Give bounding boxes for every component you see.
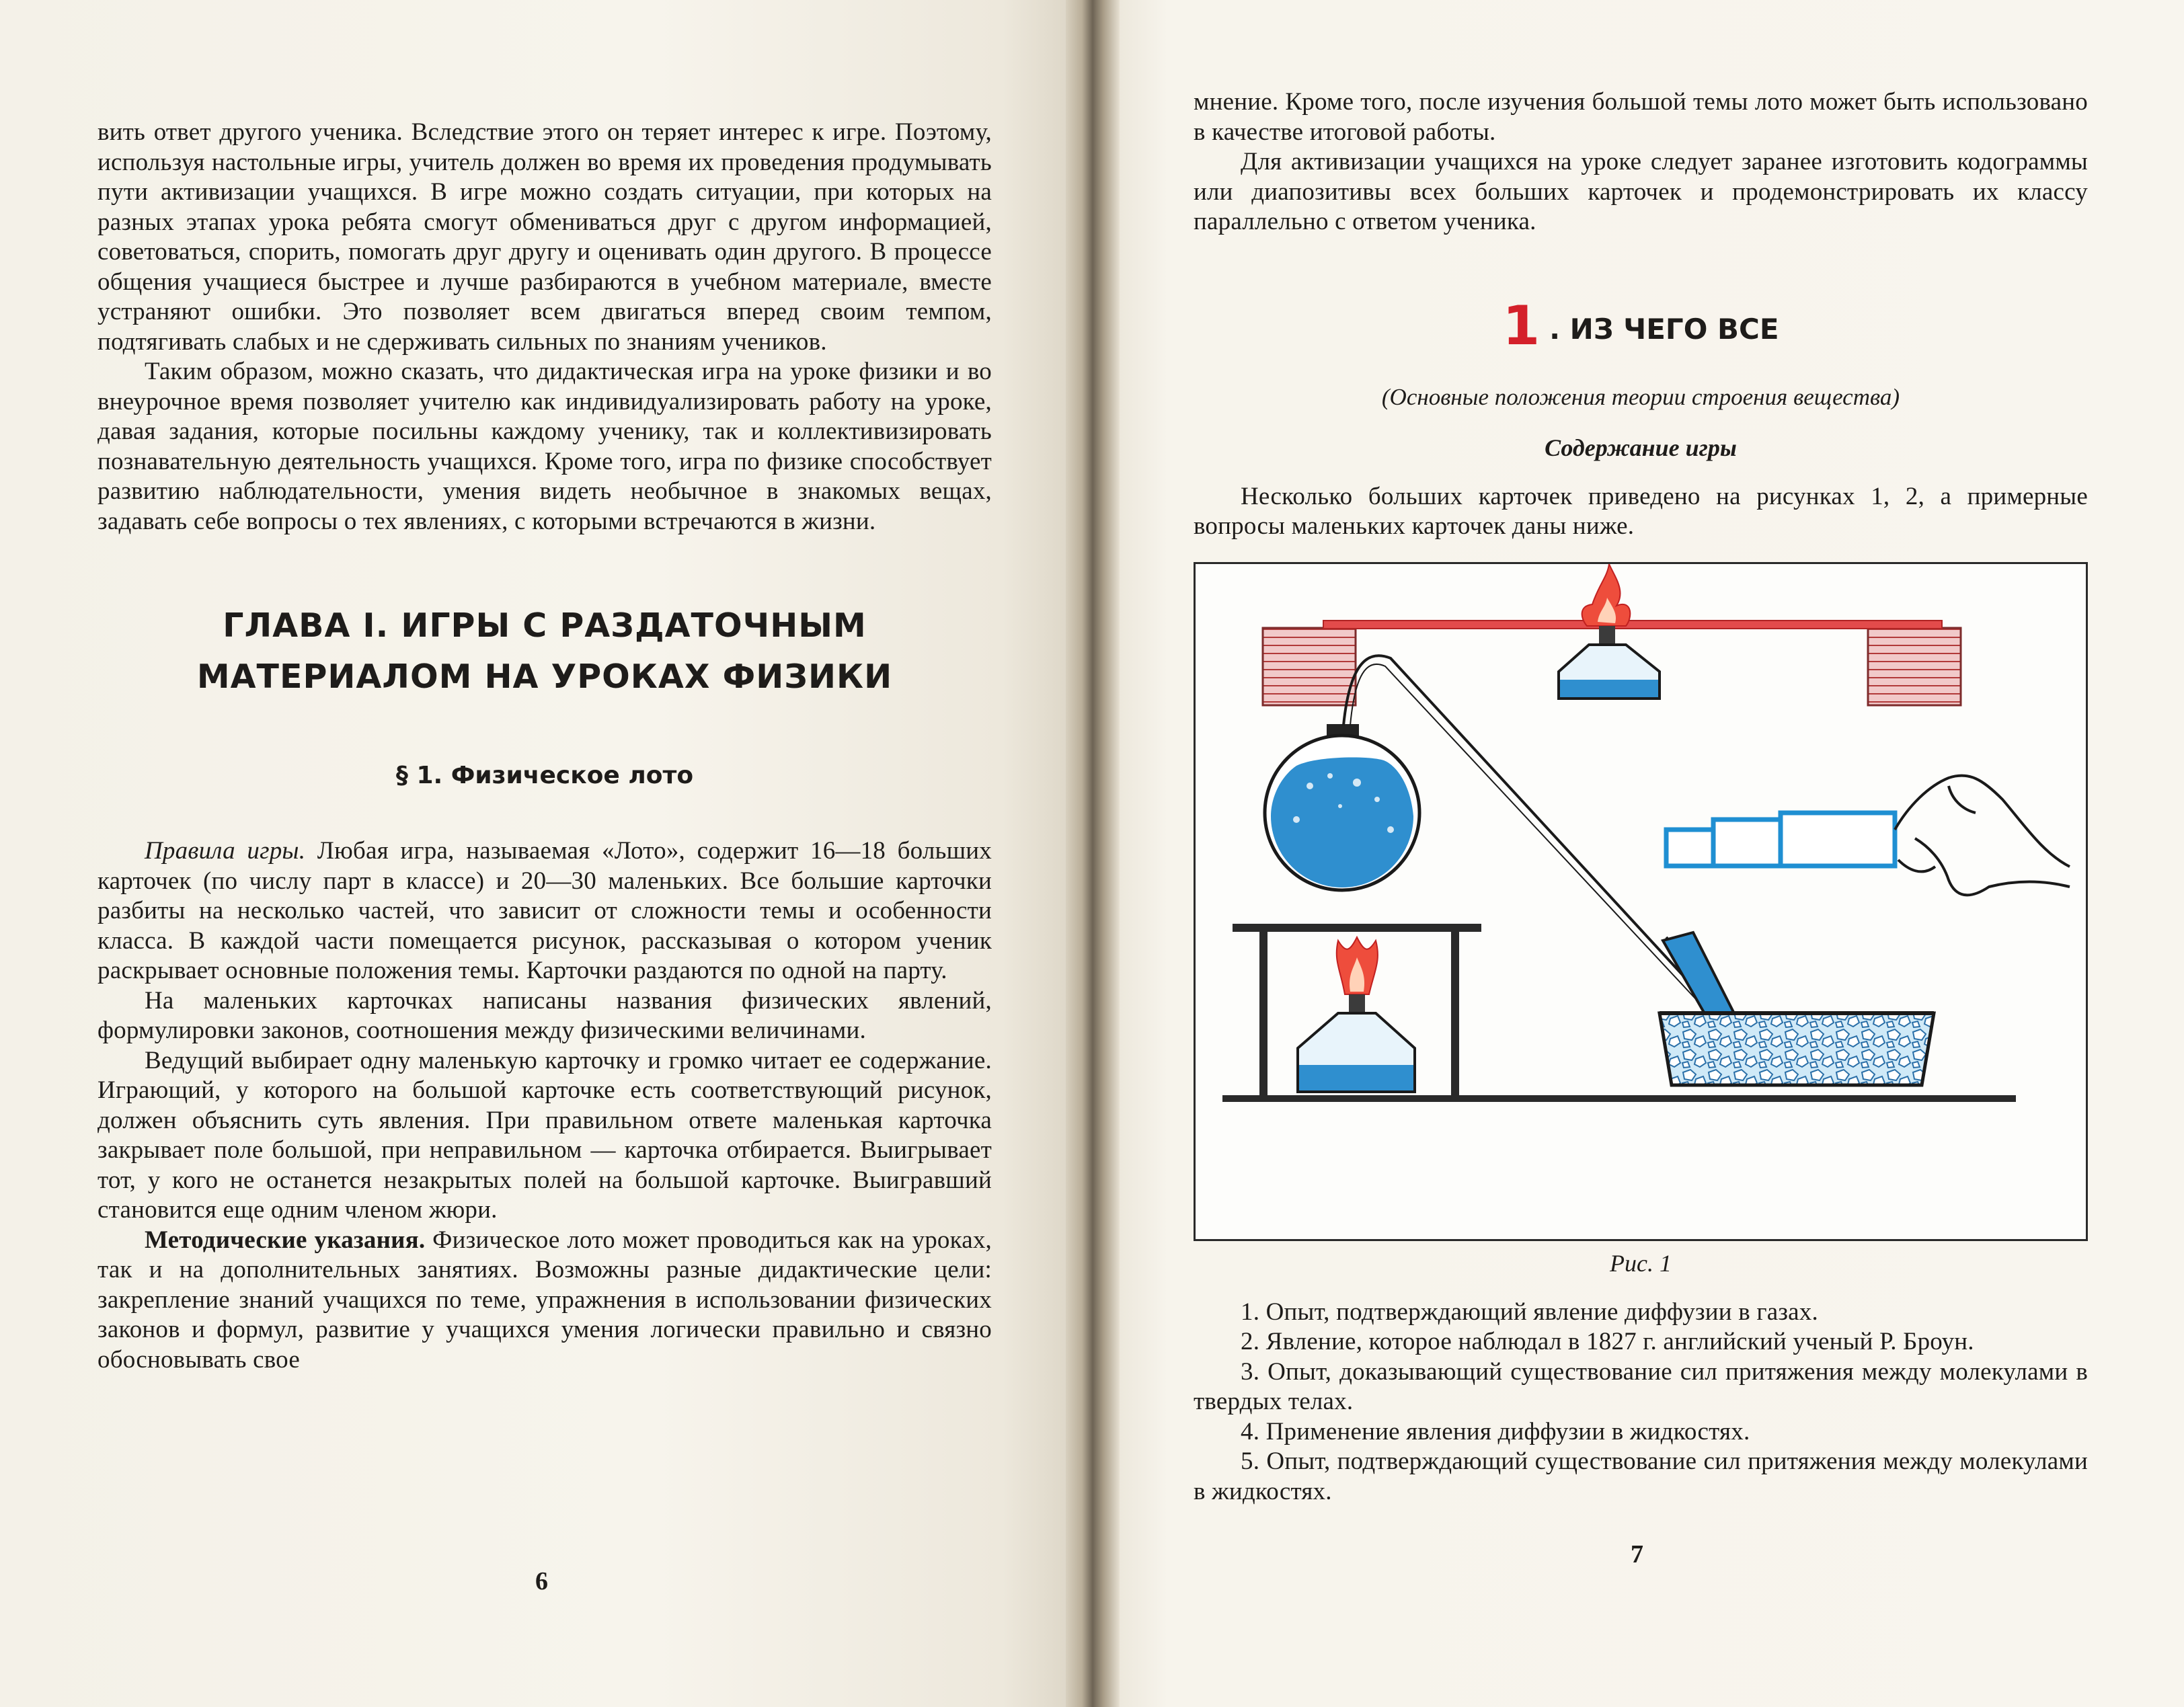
left-block bbox=[1263, 628, 1356, 705]
figure-1-illustration bbox=[1196, 564, 2086, 1239]
figure-caption: Рис. 1 bbox=[1610, 1249, 1672, 1277]
right-block bbox=[1868, 628, 1961, 705]
lower-burner-fuel bbox=[1299, 1065, 1413, 1090]
content-title: Содержание игры bbox=[1545, 434, 1737, 461]
figure-1 bbox=[1194, 562, 2088, 1241]
metal-rod bbox=[1323, 621, 1942, 629]
cylinder-2 bbox=[1713, 820, 1781, 866]
ice-bath bbox=[1660, 1013, 1934, 1085]
right-paragraph-activation: Для активизации учащихся на уроке следует заранее изготовить кодограммы или диапозитивы всех больших карточек и продемонстрировать их классу параллельно с ответом ученика. bbox=[1194, 148, 2088, 235]
question-4: 4. Применение явления диффузии в жидкостях. bbox=[1241, 1417, 1750, 1445]
method-paragraph bbox=[98, 1226, 992, 1376]
hand bbox=[1895, 775, 2070, 895]
section-title: § 1. Физическое лото bbox=[395, 762, 694, 789]
top-burner-wick bbox=[1599, 626, 1615, 645]
game-number: 1 bbox=[1502, 294, 1540, 357]
chapter-title bbox=[98, 600, 992, 703]
cylinder-3 bbox=[1781, 813, 1895, 866]
method-text: Физическое лото может проводиться как на уроках, так и на дополнительных занятиях. Возможны разные дидактические цели: закрепление знаний учащихся по теме, упражнения в использовании физических законов и формул, развитие у учащихся умения логически правильно и связно обосновывать свое bbox=[98, 1226, 992, 1374]
leader-paragraph: Ведущий выбирает одну маленькую карточку и громко читает ее содержание. Играющий, у которого на большой карточке есть соответствующий рисунок, должен объяснить суть явления. При правильном ответе маленькая карточка закрывает поле большой, при неправильном — карточка отбирается. Выигрывает тот, у кого не останется незакрытых полей на большой карточке. Выигравший становится еще одним членом жюри. bbox=[98, 1046, 992, 1224]
question-1: 1. Опыт, подтверждающий явление диффузии в газах. bbox=[1241, 1298, 1818, 1326]
questions-list bbox=[1194, 1298, 2088, 1507]
table-line bbox=[1222, 1095, 2016, 1102]
right-paragraph-top: мнение. Кроме того, после изучения большой темы лото может быть использовано в качестве итоговой работы. bbox=[1194, 88, 2088, 146]
rules-lede: Правила игры. bbox=[145, 837, 306, 865]
stand-top bbox=[1233, 924, 1481, 932]
left-paragraph-top: вить ответ другого ученика. Вследствие этого он теряет интерес к игре. Поэтому, используя настольные игры, учитель должен во время их проведения продумывать пути активизации учащихся. В игре можно создать ситуации, при которых на разных этапах урока ребята смогут обмениваться друг с другом информацией, советоваться, спорить, помогать друг другу и оценивать один другого. В процессе общения учащиеся быстрее и лучше разбираются в учебном материале, вместе устраняют ошибки. Это позволяет всем двигаться вперед своим темпом, подтягивать слабых и не сдерживать сильных по знаниям учеников. bbox=[98, 118, 992, 356]
book-gutter bbox=[1066, 0, 1120, 1707]
left-paragraph-didactic: Таким образом, можно сказать, что дидактическая игра на уроке физики и во внеурочное время позволяет учителю как индивидуализировать работу на уроке, давая задания, которые посильны каждому ученику, так и коллективизировать познавательную деятельность учащихся. Кроме того, игра по физике способствует развитию наблюдательности, умения видеть необычное в знакомых вещах, задавать себе вопросы о тех явлениях, с которыми встречаются в жизни. bbox=[98, 358, 992, 535]
left-page-column bbox=[98, 118, 992, 1375]
rules-text: Любая игра, называемая «Лото», содержит 16—18 больших карточек (по числу парт в классе) и 20—30 маленьких. Все большие карточки разбиты на несколько частей, что зависит от сложности темы и особенности класса. В каждой части помещается рисунок, рассказывая о котором ученик раскрывает основные положения темы. Карточки раздаются по одной на парту. bbox=[98, 837, 992, 984]
rules-paragraph bbox=[98, 836, 992, 986]
game-heading bbox=[1194, 294, 2088, 357]
small-cards-paragraph: На маленьких карточках написаны названия физических явлений, формулировки законов, соотношения между физическими величинами. bbox=[98, 986, 992, 1044]
stand-leg-right bbox=[1451, 932, 1459, 1100]
question-2: 2. Явление, которое наблюдал в 1827 г. английский ученый Р. Броун. bbox=[1241, 1328, 1974, 1355]
cylinder-1 bbox=[1666, 830, 1713, 866]
lower-burner-wick bbox=[1349, 994, 1365, 1013]
chapter-title-line1: ГЛАВА I. ИГРЫ С РАЗДАТОЧНЫМ bbox=[223, 606, 867, 645]
question-3: 3. Опыт, доказывающий существование сил притяжения между молекулами в твердых телах. bbox=[1194, 1357, 2088, 1415]
chapter-title-line2: МАТЕРИАЛОМ НА УРОКАХ ФИЗИКИ bbox=[196, 658, 893, 696]
left-page-number: 6 bbox=[535, 1567, 548, 1595]
game-title: . ИЗ ЧЕГО ВСЕ bbox=[1549, 312, 1779, 346]
game-intro: Несколько больших карточек приведено на рисунках 1, 2, а примерные вопросы маленьких карточек даны ниже. bbox=[1194, 482, 2088, 540]
right-page-number: 7 bbox=[1631, 1540, 1643, 1569]
game-subtitle: (Основные положения теории строения вещества) bbox=[1381, 383, 1900, 410]
method-lede: Методические указания. bbox=[145, 1226, 426, 1254]
question-5: 5. Опыт, подтверждающий существование сил притяжения между молекулами в жидкостях. bbox=[1194, 1447, 2088, 1505]
right-page-column bbox=[1194, 87, 2088, 1507]
top-burner-fuel bbox=[1560, 680, 1658, 697]
stand-leg-left bbox=[1259, 932, 1268, 1100]
